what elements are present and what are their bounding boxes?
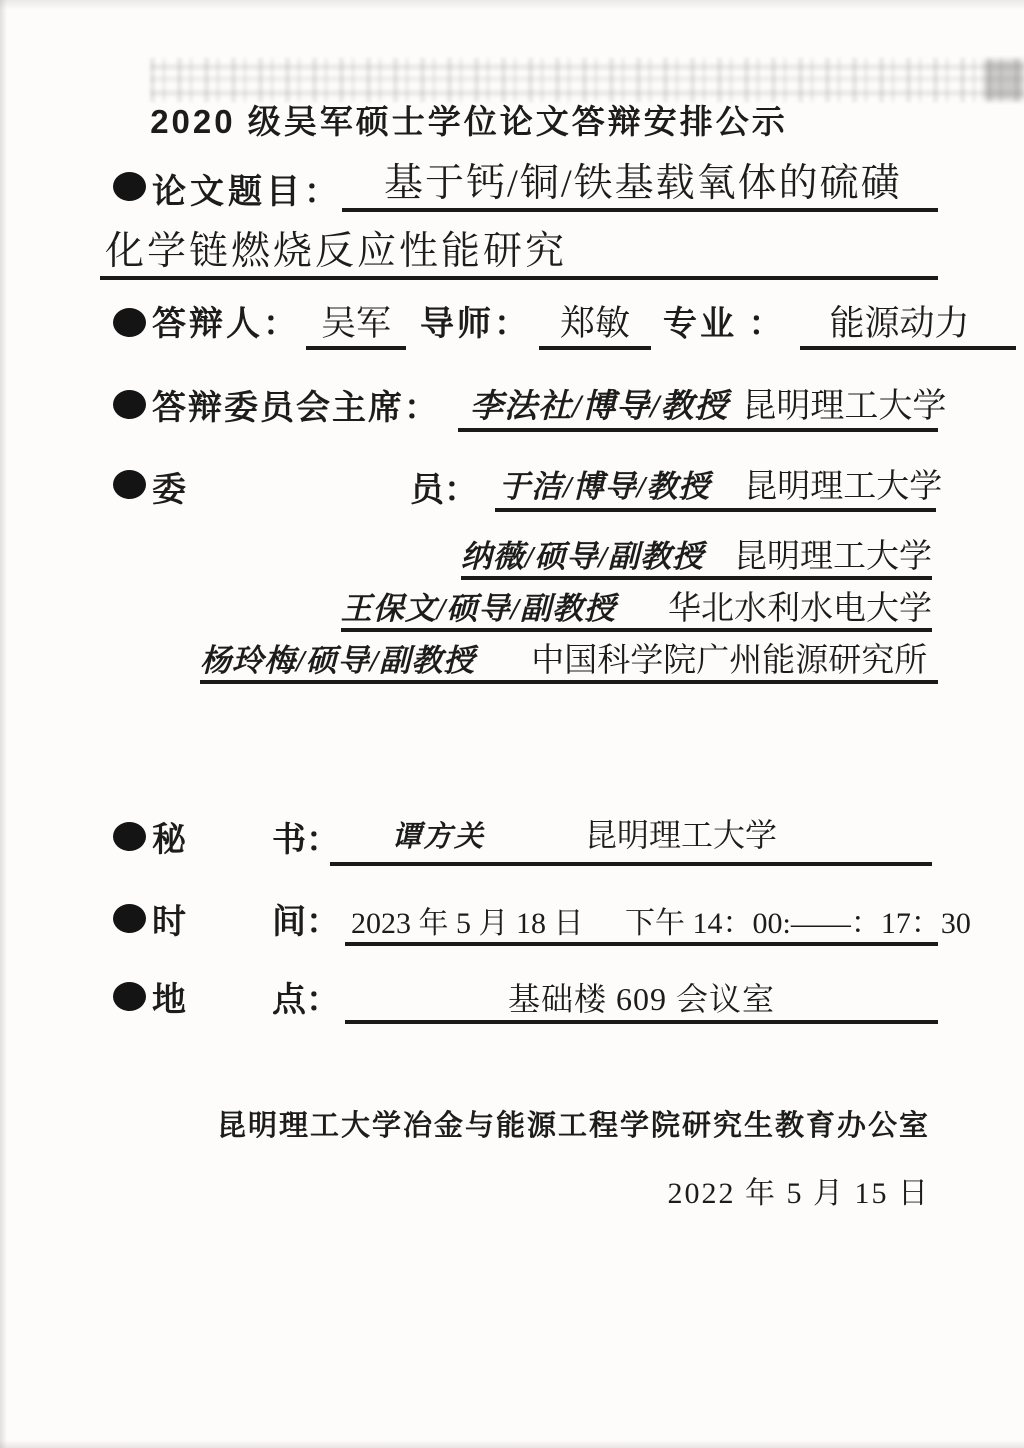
- major-label: 专业 ：: [663, 306, 786, 343]
- major-value: 能源动力: [800, 296, 1016, 350]
- time-label-left: 时: [152, 904, 186, 941]
- issuing-office: 昆明理工大学冶金与能源工程学院研究生教育办公室: [216, 1110, 930, 1142]
- chair-affiliation: 昆明理工大学: [742, 388, 947, 425]
- committee-member-row: [200, 634, 938, 684]
- chair-row: [458, 378, 947, 432]
- location-label-right: 点：: [272, 982, 340, 1019]
- bullet-icon: [113, 904, 146, 933]
- bullet-icon: [113, 390, 146, 419]
- committee-label-right: 员：: [410, 472, 478, 509]
- bullet-icon: [113, 172, 146, 201]
- advisor-label: 导师：: [420, 306, 531, 343]
- secretary-row: [330, 810, 932, 866]
- member-name: 纳薇/硕导/副教授: [460, 539, 704, 574]
- defender-label: 答辩人：: [152, 306, 300, 343]
- member-affiliation: 昆明理工大学: [734, 539, 932, 575]
- advisor-name: 郑敏: [539, 296, 651, 350]
- member-affiliation: 中国科学院广州能源研究所: [531, 643, 928, 679]
- defender-name: 吴军: [306, 296, 406, 350]
- scan-bleedthrough-corner-artifact: [984, 60, 1024, 100]
- defender-row: [152, 296, 1016, 348]
- secretary-label-left: 秘: [152, 822, 186, 859]
- secretary-name: 谭方关: [392, 821, 486, 853]
- bullet-icon: [113, 308, 146, 337]
- member-name: 王保文/硕导/副教授: [340, 591, 616, 626]
- secretary-label-right: 书：: [272, 822, 340, 859]
- location-value: 基础楼 609 会议室: [345, 974, 938, 1024]
- time-label-right: 间：: [272, 904, 340, 941]
- committee-member-row: [461, 530, 932, 580]
- thesis-title-label: 论文题目：: [152, 174, 342, 211]
- member-name: 杨玲梅/硕导/副教授: [200, 643, 476, 678]
- bullet-icon: [113, 822, 146, 851]
- defense-time-range: 下午 14：00:——：17：30: [625, 907, 971, 940]
- time-row: [345, 898, 971, 946]
- member-affiliation: 华北水利水电大学: [668, 591, 932, 627]
- scan-edge-shadow-bottom: [0, 1440, 1024, 1448]
- scan-edge-shadow-top: [0, 0, 1024, 10]
- bullet-icon: [113, 982, 146, 1011]
- thesis-title-line1: 基于钙/铜/铁基载氧体的硫磺: [342, 152, 938, 212]
- committee-label-left: 委: [152, 472, 186, 509]
- member-affiliation: 昆明理工大学: [744, 469, 943, 505]
- chair-label: 答辩委员会主席：: [152, 390, 440, 427]
- bullet-icon: [113, 470, 146, 499]
- thesis-title-line2: 化学链燃烧反应性能研究: [100, 220, 938, 280]
- committee-member-row: [341, 582, 932, 632]
- member-name: 于洁/博导/教授: [499, 469, 711, 504]
- secretary-affiliation: 昆明理工大学: [585, 817, 778, 853]
- issue-date: 2022 年 5 月 15 日: [667, 1177, 930, 1210]
- scan-edge-shadow-left: [0, 0, 7, 1448]
- defense-date: 2023 年 5 月 18 日: [351, 907, 584, 940]
- chair-name: 李法社/博导/教授: [470, 389, 729, 425]
- location-label-left: 地: [152, 982, 186, 1019]
- page-title: 2020 级吴军硕士学位论文答辩安排公示: [150, 103, 788, 140]
- committee-member-row: [495, 460, 943, 512]
